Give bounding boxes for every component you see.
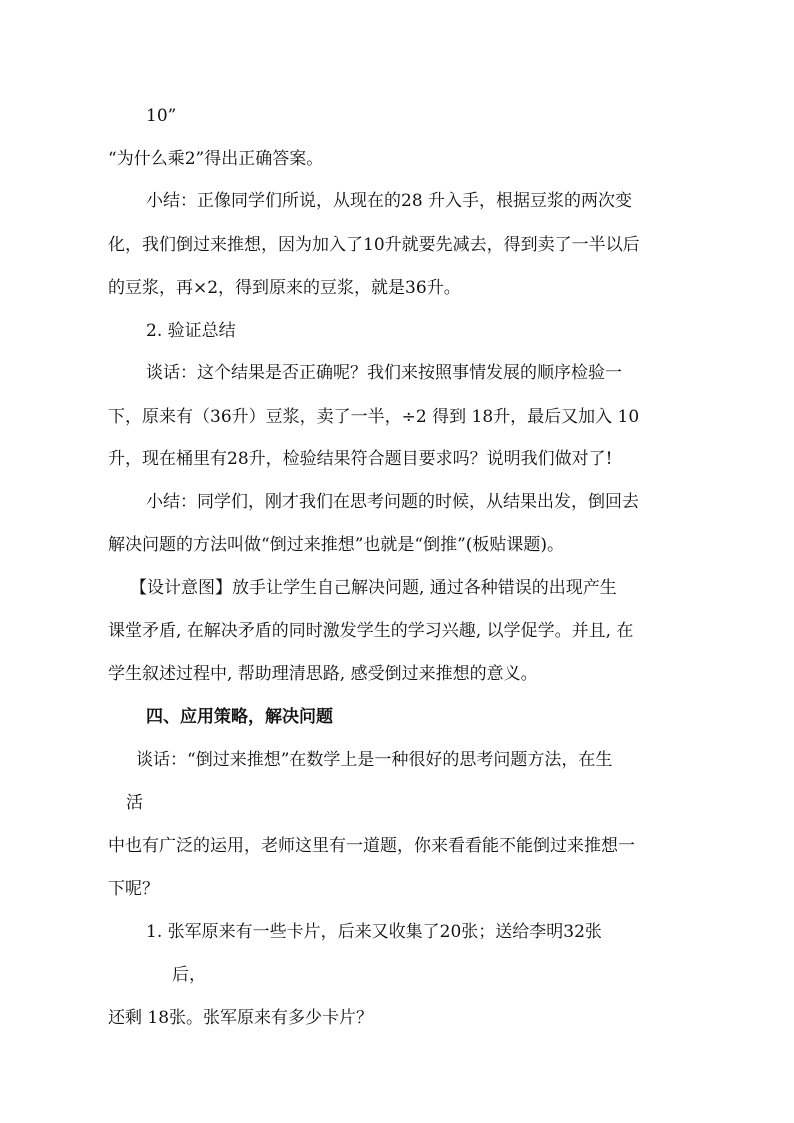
text-line: 谈话：“倒过来推想”在数学上是一种很好的思考问题方法，在生 [136, 750, 613, 770]
text-line: 活 [126, 793, 143, 813]
section-heading: 四、应用策略，解决问题 [146, 707, 333, 727]
text-line: 后， [172, 965, 206, 985]
text-line: 学生叙述过程中, 帮助理清思路, 感受倒过来推想的意义。 [108, 664, 538, 684]
text-line: “为什么乘2”得出正确答案。 [108, 149, 324, 169]
text-line: 10” [146, 106, 177, 126]
text-line: 课堂矛盾, 在解决矛盾的同时激发学生的学习兴趣, 以学促学。并且, 在 [108, 621, 634, 641]
problem-item: 1. 张军原来有一些卡片，后来又收集了20张；送给李明32张 [146, 922, 602, 942]
text-line: 解决问题的方法叫做“倒过来推想”也就是“倒推”(板贴课题)。 [108, 535, 565, 555]
text-line: 的豆浆，再×2，得到原来的豆浆，就是36升。 [108, 278, 461, 298]
text-line: 谈话：这个结果是否正确呢？我们来按照事情发展的顺序检验一 [146, 363, 622, 383]
text-line: 升，现在桶里有28升，检验结果符合题目要求吗？说明我们做对了! [108, 449, 613, 469]
section-heading: 2. 验证总结 [146, 321, 236, 341]
design-intent-line: 【设计意图】放手让学生自己解决问题, 通过各种错误的出现产生 [130, 578, 617, 598]
text-line: 还剩 18张。张军原来有多少卡片？ [108, 1008, 374, 1028]
text-line: 下，原来有（36升）豆浆，卖了一半，÷2 得到 18升，最后又加入 10 [108, 407, 640, 427]
text-line: 化，我们倒过来推想，因为加入了10升就要先减去，得到卖了一半以后 [108, 235, 640, 255]
summary-paragraph-line: 小结：正像同学们所说，从现在的28 升入手，根据豆浆的两次变 [146, 191, 633, 211]
summary-paragraph-line: 小结：同学们，刚才我们在思考问题的时候，从结果出发，倒回去 [146, 492, 639, 512]
text-line: 下呢？ [108, 879, 159, 899]
text-line: 中也有广泛的运用，老师这里有一道题，你来看看能不能倒过来推想一 [108, 836, 635, 856]
